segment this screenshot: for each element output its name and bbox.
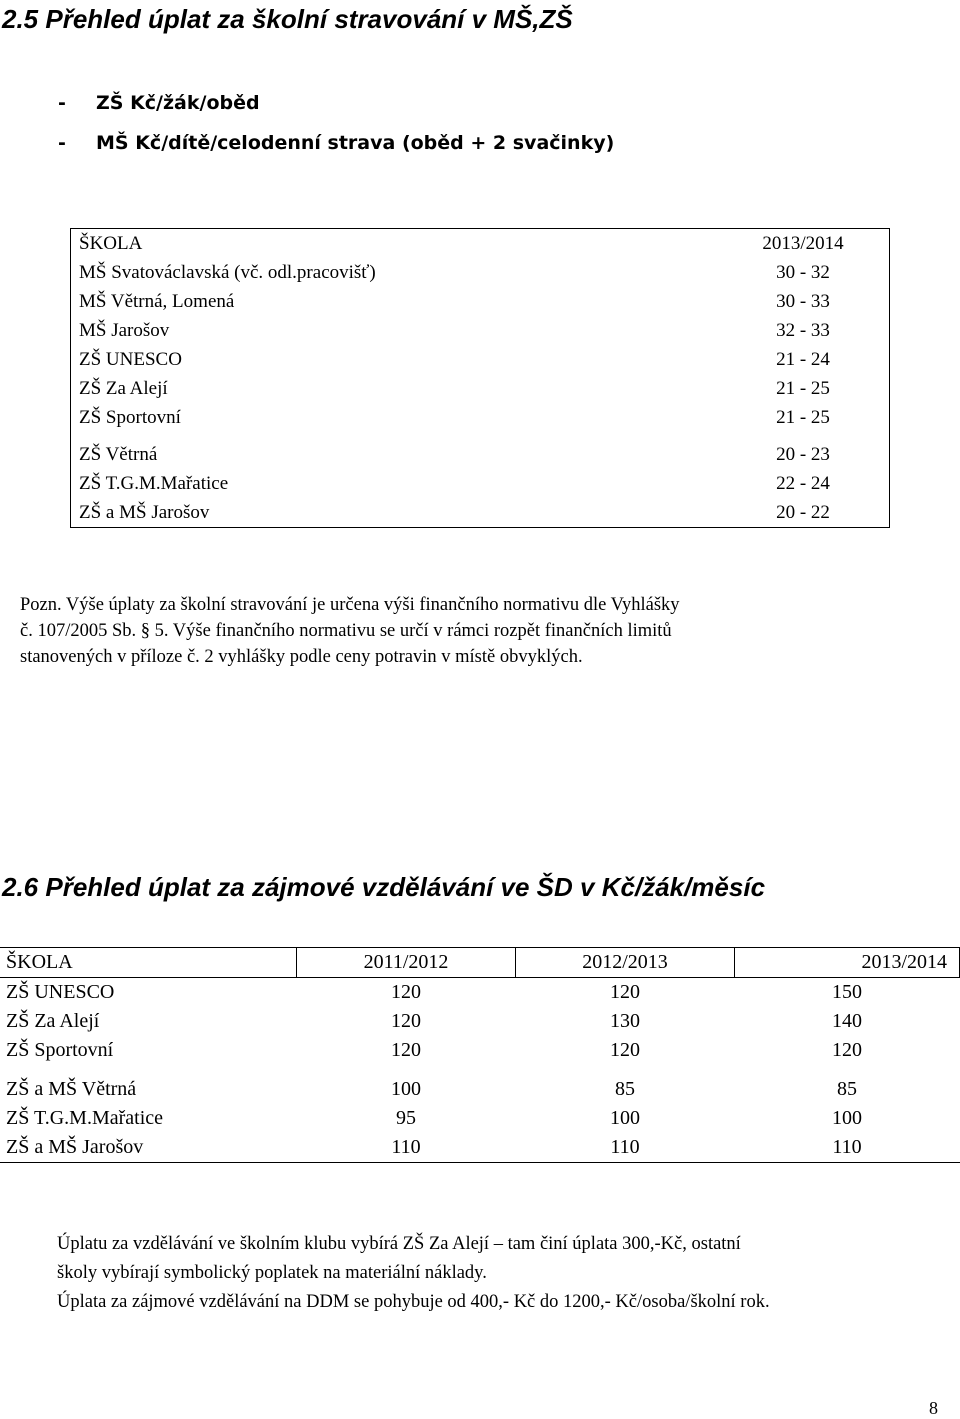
- table-row: [71, 403, 890, 432]
- table-row: [0, 1036, 960, 1065]
- value-cell: 95: [396, 1107, 416, 1129]
- header-school: ŠKOLA: [0, 948, 297, 978]
- table-row: [0, 978, 960, 1008]
- school-cell: MŠ Svatováclavská (vč. odl.pracovišť): [79, 262, 376, 283]
- table-row: [71, 498, 890, 528]
- table-row: [0, 1007, 960, 1036]
- school-cell: ZŠ Větrná: [79, 444, 158, 465]
- value-cell: 120: [391, 1010, 421, 1032]
- header-year: 2013/2014: [762, 233, 844, 254]
- school-cell: ZŠ a MŠ Jarošov: [79, 502, 210, 523]
- table-row: [0, 1104, 960, 1133]
- school-cell: ZŠ UNESCO: [79, 349, 182, 370]
- value-cell: 85: [837, 1078, 857, 1100]
- value-cell: 30 - 32: [776, 262, 830, 283]
- school-cell: ZŠ Za Alejí: [6, 1010, 100, 1032]
- paragraph-line: Úplata za zájmové vzdělávání na DDM se pohybuje od 400,- Kč do 1200,- Kč/osoba/školní rok.: [57, 1292, 770, 1312]
- header-year: 2012/2013: [516, 948, 735, 978]
- page-number: 8: [929, 1398, 938, 1418]
- section-title-2-6: 2.6 Přehled úplat za zájmové vzdělávání ve ŠD v Kč/žák/měsíc: [2, 872, 766, 902]
- value-cell: 120: [391, 981, 421, 1003]
- school-cell: ZŠ T.G.M.Mařatice: [6, 1107, 164, 1129]
- school-cell: ZŠ Sportovní: [6, 1039, 114, 1061]
- value-cell: 100: [610, 1107, 640, 1129]
- school-cell: ZŠ a MŠ Větrná: [6, 1078, 137, 1100]
- value-cell: 150: [832, 981, 862, 1003]
- table-row: [71, 258, 890, 287]
- value-cell: 20 - 22: [776, 502, 830, 523]
- value-cell: 140: [832, 1010, 862, 1032]
- table-row: [71, 287, 890, 316]
- value-cell: 130: [610, 1010, 640, 1032]
- table-row: [0, 1133, 960, 1163]
- bullet-list: [58, 88, 614, 168]
- list-item: - ZŠ Kč/žák/oběd: [58, 92, 260, 114]
- school-cell: ZŠ a MŠ Jarošov: [0, 1133, 297, 1163]
- school-cell: MŠ Jarošov: [79, 320, 170, 341]
- school-cell: ZŠ Za Alejí: [79, 378, 168, 399]
- table-row: [71, 469, 890, 498]
- value-cell: 22 - 24: [776, 473, 830, 494]
- table-row: [71, 345, 890, 374]
- value-cell: 110: [516, 1133, 735, 1163]
- school-cell: ZŠ Sportovní: [79, 407, 181, 428]
- header-year: 2011/2012: [297, 948, 516, 978]
- value-cell: 21 - 24: [776, 349, 830, 370]
- meal-fees-table: [70, 228, 890, 528]
- header-year: 2013/2014: [735, 948, 960, 978]
- paragraph-line: Úplatu za vzdělávání ve školním klubu vybírá ZŠ Za Alejí – tam činí úplata 300,-Kč, ostatní: [57, 1234, 741, 1254]
- list-item: - MŠ Kč/dítě/celodenní strava (oběd + 2 svačinky): [58, 132, 615, 154]
- value-cell: 21 - 25: [776, 378, 830, 399]
- note-line: Pozn. Výše úplaty za školní stravování je určena výši finančního normativu dle Vyhlášky: [20, 595, 680, 615]
- value-cell: 120: [610, 1039, 640, 1061]
- school-cell: ZŠ T.G.M.Mařatice: [79, 473, 229, 494]
- value-cell: 32 - 33: [776, 320, 830, 341]
- value-cell: 110: [297, 1133, 516, 1163]
- table-row: [0, 1065, 960, 1104]
- header-school: ŠKOLA: [79, 233, 143, 254]
- section-title-2-5: 2.5 Přehled úplat za školní stravování v MŠ,ZŠ: [2, 4, 573, 34]
- closing-paragraphs: [57, 1230, 770, 1317]
- value-cell: 120: [832, 1039, 862, 1061]
- value-cell: 120: [391, 1039, 421, 1061]
- note-line: stanovených v příloze č. 2 vyhlášky podle ceny potravin v místě obvyklých.: [20, 647, 583, 667]
- value-cell: 20 - 23: [776, 444, 830, 465]
- note-line: č. 107/2005 Sb. § 5. Výše finančního normativu se určí v rámci rozpět finančních limitů: [20, 621, 672, 641]
- value-cell: 85: [615, 1078, 635, 1100]
- table-header-row: [71, 229, 890, 259]
- table-row: [71, 316, 890, 345]
- value-cell: 30 - 33: [776, 291, 830, 312]
- value-cell: 100: [832, 1107, 862, 1129]
- table-row: [71, 374, 890, 403]
- school-cell: MŠ Větrná, Lomená: [79, 291, 235, 312]
- interest-education-fees-table: [0, 947, 960, 1163]
- value-cell: 100: [391, 1078, 421, 1100]
- table-row: [71, 432, 890, 469]
- table-header-row: [0, 948, 960, 978]
- note-paragraph: [20, 592, 680, 670]
- value-cell: 120: [610, 981, 640, 1003]
- school-cell: ZŠ UNESCO: [6, 981, 115, 1003]
- paragraph-line: školy vybírají symbolický poplatek na materiální náklady.: [57, 1263, 487, 1283]
- value-cell: 21 - 25: [776, 407, 830, 428]
- value-cell: 110: [735, 1133, 960, 1163]
